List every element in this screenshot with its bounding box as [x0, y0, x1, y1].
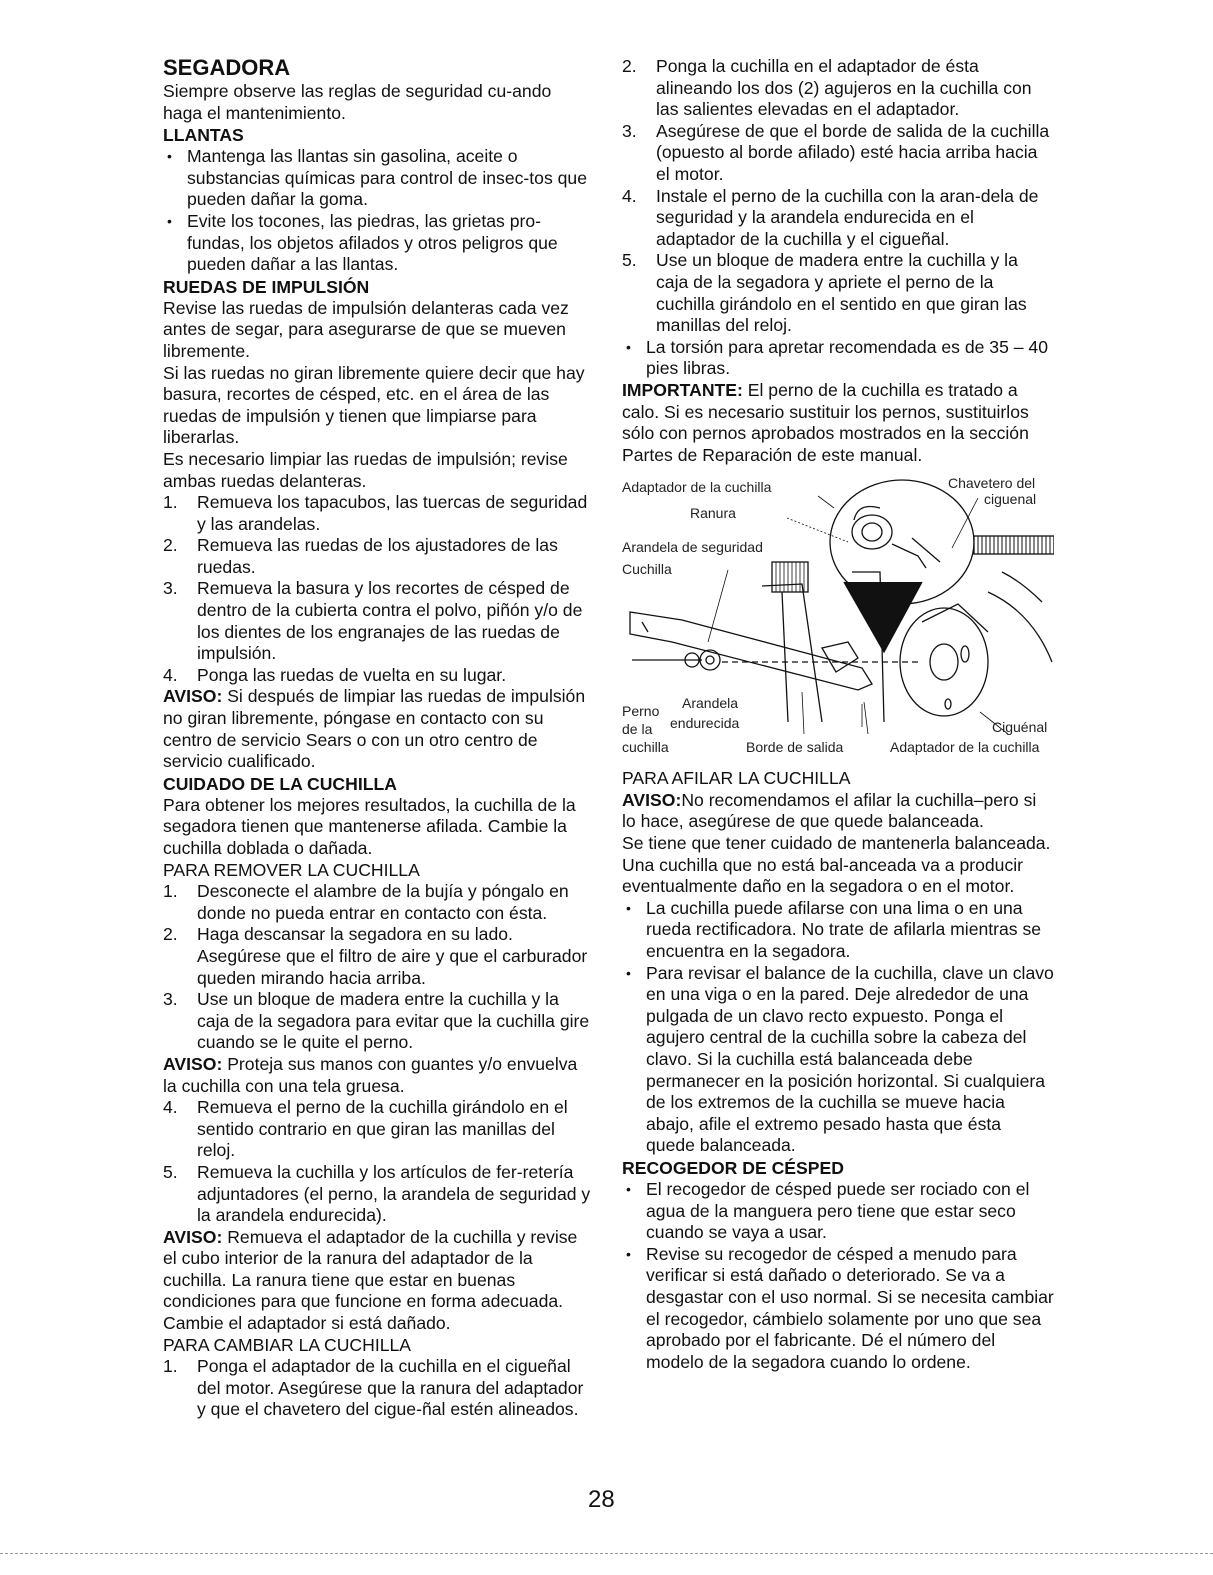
label-arandela-2: endurecida	[670, 715, 740, 732]
step-text: Instale el perno de la cuchilla con la aran-dela de seguridad y la arandela endurecida en el adaptador de la cuchilla y el cigueñal.	[656, 185, 1039, 249]
step-text: Ponga el adaptador de la cuchilla en el cigueñal del motor. Asegúrese que la ranura del adaptador y que el chavetero del cigue-ñal estén alineados.	[197, 1356, 584, 1420]
label-ciguenal: Ciguénal	[992, 719, 1048, 736]
blade-assembly-diagram	[622, 472, 1054, 758]
right-column	[622, 56, 1054, 1373]
label-perno: Perno	[622, 703, 660, 720]
remover-steps	[163, 881, 593, 1054]
list-item	[163, 492, 593, 535]
list-item	[622, 186, 1054, 251]
step-text: Remueva la basura y los recortes de césped de dentro de la cubierta contra el polvo, piñón y/o de los dientes de los engranajes de las ruedas de impulsión.	[197, 578, 583, 664]
ruedas-steps	[163, 492, 593, 686]
step-number: 1.	[163, 492, 178, 513]
aviso-label: AVISO:	[163, 1226, 223, 1247]
llantas-list	[163, 146, 593, 276]
step-text: Asegúrese de que el borde de salida de la cuchilla (opuesto al borde afilado) esté hacia arriba hacia el motor.	[656, 120, 1050, 184]
label-borde-salida: Borde de salida	[746, 739, 844, 756]
ruedas-p3: Es necesario limpiar las ruedas de impulsión; revise ambas ruedas delanteras.	[163, 448, 568, 491]
aviso-text: Proteja sus manos con guantes y/o envuelva la cuchilla con una tela gruesa.	[163, 1053, 578, 1096]
remover-steps-2	[163, 1097, 593, 1227]
list-item	[163, 1097, 593, 1162]
step-text: Remueva los tapacubos, las tuercas de seguridad y las arandelas.	[197, 492, 588, 534]
list-item	[622, 56, 1054, 121]
list-item	[163, 924, 593, 989]
step-text: Remueva la cuchilla y los artículos de fer-retería adjuntadores (el perno, la arandela de seguridad y la arandela endurecida).	[197, 1161, 591, 1226]
step-number: 1.	[163, 1356, 178, 1377]
list-item	[622, 121, 1054, 186]
label-ranura: Ranura	[690, 505, 736, 522]
list-item	[163, 535, 593, 578]
aviso-ruedas	[163, 686, 593, 772]
label-cuchilla: Cuchilla	[622, 561, 672, 578]
list-item	[163, 1162, 593, 1227]
step-text: Haga descansar la segadora en su lado. Asegúrese que el filtro de aire y que el carburador queden mirando hacia arriba.	[197, 924, 588, 988]
label-arandela-seguridad: Arandela de seguridad	[622, 539, 763, 556]
aviso-guantes	[163, 1054, 593, 1097]
list-item	[163, 989, 593, 1054]
list-item: • Mantenga las llantas sin gasolina, aceite o substancias químicas para control de insec-tos que pueden dañar la goma.	[163, 146, 593, 211]
step-text: Use un bloque de madera entre la cuchilla y la caja de la segadora para evitar que la cuchilla gire cuando se le quite el perno.	[197, 989, 590, 1053]
aviso-label: AVISO:	[622, 789, 682, 810]
ruedas-p1: Revise las ruedas de impulsión delanteras cada vez antes de segar, para asegurarse de que se mueven libremente.	[163, 297, 569, 361]
ruedas-p2: Si las ruedas no giran libremente quiere decir que hay basura, recortes de césped, etc. en el área de las ruedas de impulsión y tienen que limpiarse para liberarlas.	[163, 362, 585, 448]
list-item: • Evite los tocones, las piedras, las grietas pro-fundas, los objetos afilados y otros peligros que pueden dañar a las llantas.	[163, 211, 593, 276]
blade-shape	[630, 612, 872, 690]
label-arandela: Arandela	[682, 695, 739, 712]
label-perno-2: de la	[622, 721, 653, 738]
label-chavetero-2: ciguenal	[984, 491, 1037, 508]
step-text: Ponga las ruedas de vuelta en su lugar.	[197, 664, 507, 685]
list-item: • La torsión para apretar recomendada es de 35 – 40 pies libras.	[622, 337, 1054, 380]
importante-label: IMPORTANTE:	[622, 379, 743, 400]
aviso-label: AVISO:	[163, 1053, 223, 1074]
aviso-text: Remueva el adaptador de la cuchilla y revise el cubo interior de la ranura del adaptador de la cuchilla. La ranura tiene que estar en buenas condiciones para que funcione en forma adecuada. Cambie el adaptador si está dañado.	[163, 1226, 578, 1334]
afilar-list	[622, 898, 1054, 1157]
torsion-list	[622, 337, 1054, 380]
recogedor-list	[622, 1179, 1054, 1373]
cambiar-steps-cont	[622, 56, 1054, 337]
step-number: 4.	[622, 185, 637, 206]
list-item: • La cuchilla puede afilarse con una lima o en una rueda rectificadora. No trate de afilarla mientras se encuentra en la segadora.	[622, 898, 1054, 963]
left-column	[163, 56, 593, 1421]
list-item	[622, 250, 1054, 336]
importante-text: El perno de la cuchilla es tratado a calo. Si es necesario sustituir los pernos, sustituirlos sólo con pernos aprobados mostrados en la sección Partes de Reparación de este manual.	[622, 379, 1029, 465]
list-item: • Para revisar el balance de la cuchilla, clave un clavo en una viga o en la pared. Deje alrededor de una pulgada de un clavo recto expuesto. Ponga el agujero central de la cuchilla sobre la cabeza del clavo. Si la cuchilla está balanceada debe permanecer en la posición horizontal. Si cualquiera de los extremos de la cuchilla se mueve hacia abajo, afile el extremo pesado hasta que ésta quede balanceada.	[622, 963, 1054, 1157]
step-number: 4.	[163, 1097, 178, 1118]
list-item: • El recogedor de césped puede ser rociado con el agua de la manguera pero tiene que estar seco cuando se vaya a usar.	[622, 1179, 1054, 1244]
step-number: 2.	[163, 924, 178, 945]
heading-recogedor: RECOGEDOR DE CÉSPED	[622, 1157, 844, 1178]
heading-remover: PARA REMOVER LA CUCHILLA	[163, 859, 420, 880]
cambiar-steps	[163, 1356, 593, 1421]
heading-cuchilla: CUIDADO DE LA CUCHILLA	[163, 773, 397, 794]
label-perno-3: cuchilla	[622, 739, 669, 756]
aviso-adaptador	[163, 1227, 593, 1335]
heading-cambiar: PARA CAMBIAR LA CUCHILLA	[163, 1334, 412, 1355]
list-item	[163, 665, 593, 687]
list-item	[163, 578, 593, 664]
step-number: 5.	[622, 250, 637, 271]
label-adaptador: Adaptador de la cuchilla	[622, 479, 772, 496]
label-adaptador-2: Adaptador de la cuchilla	[890, 739, 1040, 756]
importante-note	[622, 380, 1054, 466]
step-number: 5.	[163, 1161, 178, 1182]
step-number: 2.	[622, 56, 637, 76]
heading-llantas: LLANTAS	[163, 125, 244, 146]
aviso-text: Si después de limpiar las ruedas de impulsión no giran libremente, póngase en contacto con su centro de servicio Sears o con un otro centro de servicio cualificado.	[163, 686, 586, 772]
afilar-aviso	[622, 790, 1054, 833]
aviso-text: No recomendamos el afilar la cuchilla–pero si lo hace, asegúrese de que quede balanceada.	[622, 789, 1037, 832]
step-text: Ponga la cuchilla en el adaptador de ésta alineando los dos (2) agujeros en la cuchilla con las salientes elevadas en el adaptador.	[656, 56, 1032, 120]
step-number: 1.	[163, 881, 178, 902]
heading-ruedas: RUEDAS DE IMPULSIÓN	[163, 276, 370, 297]
step-number: 3.	[622, 120, 637, 141]
page-number: 28	[588, 1486, 615, 1513]
cuchilla-p1: Para obtener los mejores resultados, la cuchilla de la segadora tienen que mantenerse afilada. Cambie la cuchilla doblada o dañada.	[163, 794, 576, 858]
page-bottom-divider	[0, 1553, 1213, 1554]
step-text: Desconecte el alambre de la bujía y póngalo en donde no pueda entrar en contacto con ésta.	[197, 881, 569, 923]
step-text: Remueva el perno de la cuchilla girándolo en el sentido contrario en que giran las manillas del reloj.	[197, 1097, 568, 1161]
step-number: 3.	[163, 989, 178, 1010]
heading-afilar: PARA AFILAR LA CUCHILLA	[622, 768, 851, 789]
list-item	[163, 1356, 593, 1421]
step-number: 3.	[163, 578, 178, 599]
list-item: • Revise su recogedor de césped a menudo para verificar si está dañado o deteriorado. Se va a desgastar con el uso normal. Si se necesita cambiar el recogedor, cámbielo solamente por uno que sea aprobado por el fabricante. Dé el número del modelo de la segadora cuando lo ordene.	[622, 1244, 1054, 1374]
label-chavetero: Chavetero del	[948, 475, 1036, 492]
pointer-wedge	[844, 582, 922, 652]
step-number: 4.	[163, 664, 178, 685]
step-text: Remueva las ruedas de los ajustadores de las ruedas.	[197, 535, 558, 577]
list-item	[163, 881, 593, 924]
aviso-label: AVISO:	[163, 686, 223, 707]
section-title: SEGADORA	[163, 55, 291, 80]
afilar-text: Se tiene que tener cuidado de mantenerla balanceada. Una cuchilla que no está bal-anceada va a producir eventualmente daño en la segadora o en el motor.	[622, 833, 1051, 897]
step-number: 2.	[163, 535, 178, 556]
intro-text: Siempre observe las reglas de seguridad cu-ando haga el mantenimiento.	[163, 81, 552, 123]
step-text: Use un bloque de madera entre la cuchilla y la caja de la segadora y apriete el perno de la cuchilla girándolo en el sentido en que giran las manillas del reloj.	[656, 250, 1027, 336]
